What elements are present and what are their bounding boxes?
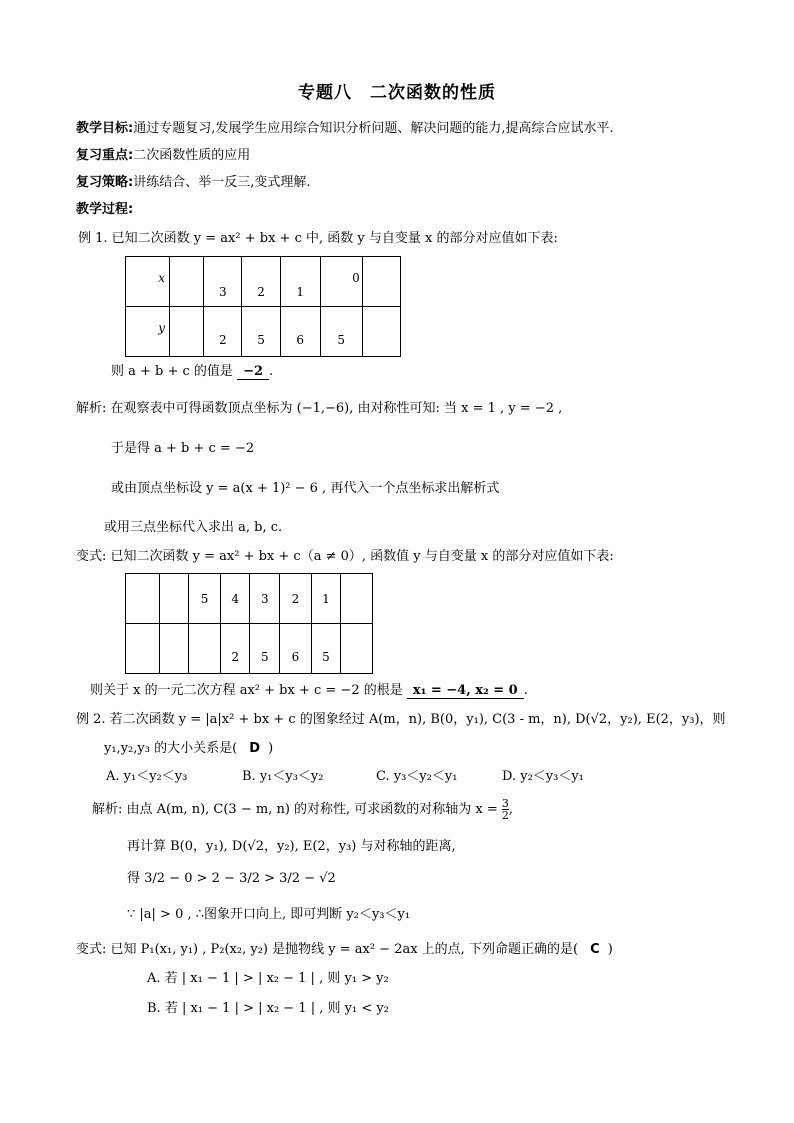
table-cell: 5 (242, 307, 280, 357)
table-cell: 5 (311, 624, 341, 674)
table-cell (126, 574, 160, 624)
example1-table (125, 256, 401, 357)
table-cell (341, 574, 373, 624)
answer-prefix: 则 a + b + c 的值是 (111, 364, 233, 379)
answer-prefix: 则关于 x 的一元二次方程 ax² + bx + c = −2 的根是 (90, 683, 403, 698)
table-cell: 3 (250, 574, 280, 624)
table-cell: 2 (204, 307, 242, 357)
teaching-process-label: 教学过程: (76, 202, 134, 217)
example1-answer: −2 (237, 364, 269, 380)
table-cell: 4 (220, 574, 250, 624)
table-cell (189, 624, 221, 674)
table-cell: 5 (320, 307, 362, 357)
table-cell (170, 307, 204, 357)
example2-answer: D (249, 741, 261, 756)
question-close: ) (607, 942, 613, 957)
table-cell: 1 (280, 257, 320, 307)
teaching-goals-label: 教学目标: (76, 121, 134, 136)
table-cell: 5 (189, 574, 221, 624)
example2-option-a: A. y₁＜y₂＜y₃ (106, 769, 188, 784)
example1-intro: 例 1. 已知二次函数 y = ax² + bx + c 中, 函数 y 与自变量 x 的部分对应值如下表: (78, 231, 558, 246)
answer-suffix: . (523, 683, 528, 698)
review-strategy-label: 复习策略: (76, 175, 134, 190)
example2-option-d: D. y₂＜y₃＜y₁ (502, 769, 584, 784)
table-cell: 6 (280, 307, 320, 357)
example2-option-b: B. y₁＜y₃＜y₂ (242, 769, 324, 784)
table-cell: 6 (280, 624, 312, 674)
question-text: y₁,y₂,y₃ 的大小关系是( (104, 741, 238, 756)
table-cell: 2 (280, 574, 312, 624)
solution2-text: 解析: 由点 A(m, n), C(3 − m, n) 的对称性, 可求函数的对称轴为 x = (92, 802, 498, 817)
example1-answer-line (111, 360, 273, 379)
solution2-line1: 解析: 由点 A(m, n), C(3 − m, n) 的对称性, 可求函数的对称轴为 x = $\frac{3}{2}$ , (92, 797, 514, 822)
example2-option-c: C. y₃＜y₂＜y₁ (376, 769, 458, 784)
table-cell: 5 (250, 624, 280, 674)
question-text: 变式: 已知 P₁(x₁, y₁) , P₂(x₂, y₂) 是抛物线 y = ax² − 2ax 上的点, 下列命题正确的是( (76, 942, 579, 957)
example2-line1: 例 2. 若二次函数 y = |a|x² + bx + c 的图象经过 A(m，n), B(0，y₁), C(3 - m，n), D(√2，y₂), E(2，y₃)，则 (76, 712, 726, 727)
page-title: 专题八 二次函数的性质 (298, 83, 496, 103)
variant2-line1 (76, 938, 613, 957)
variant1-intro: 变式: 已知二次函数 y = ax² + bx + c（a ≠ 0）, 函数值 y 与自变量 x 的部分对应值如下表: (76, 549, 614, 564)
table-cell (362, 307, 400, 357)
review-strategy (76, 171, 310, 190)
fraction-denominator: 2 (501, 809, 509, 822)
solution1-line4: 或用三点坐标代入求出 a, b, c. (104, 520, 283, 535)
table-cell: 2 (220, 624, 250, 674)
variant1-table (125, 573, 373, 674)
review-focus (76, 144, 250, 163)
solution1-line3: 或由顶点坐标设 y = a(x + 1)² − 6 , 再代入一个点坐标求出解析式 (111, 481, 500, 496)
review-focus-text: 二次函数性质的应用 (133, 148, 251, 163)
fraction (502, 798, 509, 821)
solution1-line2: 于是得 a + b + c = −2 (111, 441, 255, 456)
table-row-label: y (126, 307, 170, 357)
table-cell: 1 (311, 574, 341, 624)
table-cell (341, 624, 373, 674)
table-cell (362, 257, 400, 307)
review-strategy-text: 讲练结合、举一反三,变式理解. (133, 175, 311, 190)
review-focus-label: 复习重点: (76, 148, 134, 163)
variant2-option-a: A. 若 | x₁ − 1 | > | x₂ − 1 | , 则 y₁ > y₂ (147, 971, 389, 986)
solution1-line1: 解析: 在观察表中可得函数顶点坐标为 (−1,−6), 由对称性可知: 当 x = 1 , y = −2 , (76, 401, 563, 416)
table-cell: 0 (320, 257, 362, 307)
teaching-goals-text: 通过专题复习,发展学生应用综合知识分析问题、解决问题的能力,提高综合应试水平. (133, 121, 614, 136)
table-row-label: x (126, 257, 170, 307)
teaching-goals (76, 117, 614, 136)
table-cell (159, 624, 189, 674)
variant1-answer-line (90, 679, 528, 698)
solution2-line3: 得 3/2 − 0 > 2 − 3/2 > 3/2 − √2 (127, 871, 336, 886)
fraction-numerator: 3 (501, 797, 509, 810)
variant2-option-b: B. 若 | x₁ − 1 | > | x₂ − 1 | , 则 y₁ < y₂ (147, 1001, 389, 1016)
solution2-line4: ∵ |a| > 0 , ∴图象开口向上, 即可判断 y₂＜y₃＜y₁ (127, 907, 411, 922)
variant2-answer: C (590, 942, 600, 957)
example2-line2 (104, 737, 273, 756)
question-close: ) (268, 741, 274, 756)
solution2-line2: 再计算 B(0，y₁), D(√2，y₂), E(2，y₃) 与对称轴的距离, (127, 839, 456, 854)
table-cell (159, 574, 189, 624)
table-cell (126, 624, 160, 674)
answer-suffix: . (269, 364, 274, 379)
variant1-answer: x₁ = −4, x₂ = 0 (407, 683, 524, 699)
table-cell (170, 257, 204, 307)
table-cell: 2 (242, 257, 280, 307)
table-cell: 3 (204, 257, 242, 307)
